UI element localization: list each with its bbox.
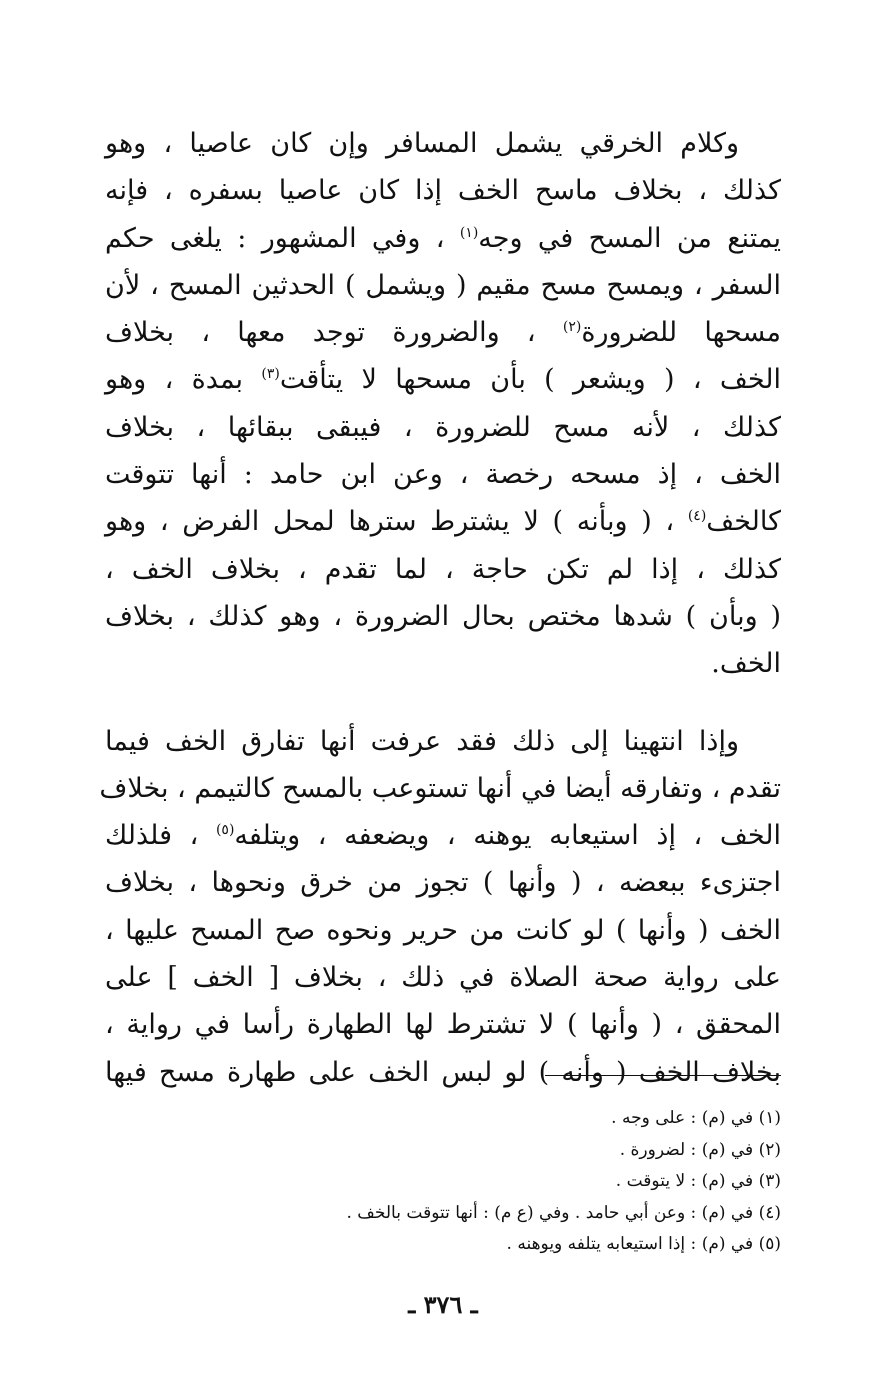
footnote-divider xyxy=(545,1075,781,1076)
text-line: ( وبأن ) شدها مختص بحال الضرورة ، وهو كذلك ، بخلاف xyxy=(105,600,781,632)
footnote-marker: (٥) xyxy=(215,822,235,839)
text-line: الخف ، ( ويشعر ) بأن مسحها لا يتأقت$^{(٣)}$ بمدة ، وهو xyxy=(105,364,781,396)
text-line: كذلك ، إذا لم تكن حاجة ، لما تقدم ، بخلاف الخف ، xyxy=(105,553,781,585)
footnote-marker: (٣) xyxy=(261,366,280,383)
footnotes xyxy=(105,1103,781,1261)
footnote: (٣) في (م) : لا يتوقت . xyxy=(615,1171,781,1191)
text-line: كذلك ، بخلاف ماسح الخف إذا كان عاصيا بسفره ، فإنه xyxy=(105,175,781,207)
text-line: الخف ، إذ مسحه رخصة ، وعن ابن حامد : أنها تتوقت xyxy=(105,459,781,491)
text-line: المحقق ، ( وأنها ) لا تشترط لها الطهارة رأسا في رواية ، xyxy=(105,1009,781,1041)
text-line: الخف. xyxy=(711,648,781,680)
text-line: الخف ( وأنها ) لو كانت من حرير ونحوه صح المسح عليها ، xyxy=(105,914,781,946)
text-line: تقدم ، وتفارقه أيضا في أنها تستوعب بالمسح كالتيمم ، بخلاف xyxy=(99,772,781,804)
text-line: وإذا انتهينا إلى ذلك فقد عرفت أنها تفارق الخف فيما xyxy=(105,725,739,757)
footnote-marker: (١) xyxy=(459,224,479,241)
text-line: مسحها للضرورة$^{(٢)}$ ، والضرورة توجد معها ، بخلاف xyxy=(105,317,781,349)
text-line: بخلاف الخف ( وأنه ) لو لبس الخف على طهارة مسح فيها xyxy=(105,1056,781,1088)
text-line: اجتزىء ببعضه ، ( وأنها ) تجوز من خرق ونحوها ، بخلاف xyxy=(105,867,781,899)
footnote: (١) في (م) : على وجه . xyxy=(611,1108,781,1128)
text-line: كذلك ، لأنه مسح للضرورة ، فيبقى ببقائها ، بخلاف xyxy=(105,411,781,443)
text-line: على رواية صحة الصلاة في ذلك ، بخلاف [ الخف ] على xyxy=(105,962,781,994)
footnote: (٢) في (م) : لضرورة . xyxy=(619,1139,781,1160)
text-line: وكلام الخرقي يشمل المسافر وإن كان عاصيا ، وهو xyxy=(105,128,739,159)
text-line: السفر ، ويمسح مسح مقيم ( ويشمل ) الحدثين المسح ، لأن xyxy=(105,269,781,301)
main-text xyxy=(99,120,781,1096)
footnote-marker: (٤) xyxy=(687,508,707,525)
text-line: كالخف$^{(٤)}$ ، ( وبأنه ) لا يشترط سترها لمحل الفرض ، وهو xyxy=(105,506,781,538)
footnote: (٥) في (م) : إذا استيعابه يتلفه ويوهنه . xyxy=(506,1234,781,1254)
text-line: الخف ، إذ استيعابه يوهنه ، ويضعفه ، ويتلفه$^{(٥)}$ ، فلذلك xyxy=(105,820,781,852)
text-line: يمتنع من المسح في وجه$^{(١)}$ ، وفي المشهور : يلغى حكم xyxy=(105,222,781,254)
page-number: ـ ٣٧٦ ـ xyxy=(408,1290,478,1319)
paragraph-gap xyxy=(105,688,781,718)
footnote-marker: (٢) xyxy=(562,319,582,336)
footnote: (٤) في (م) : وعن أبي حامد . وفي (ع م) : أنها تتوقت بالخف . xyxy=(346,1202,781,1223)
